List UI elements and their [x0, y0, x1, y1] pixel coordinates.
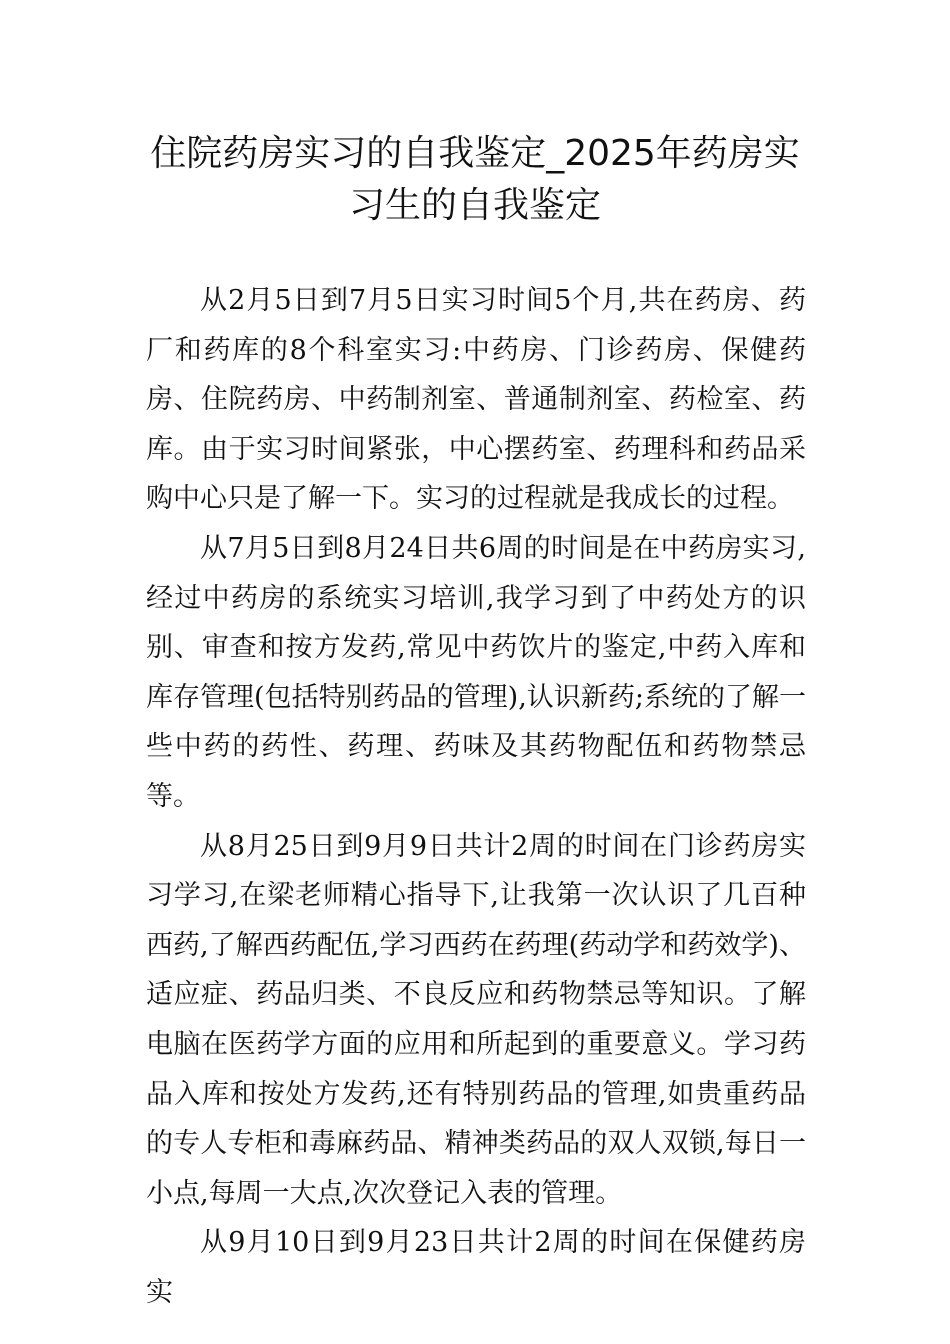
document-body	[146, 276, 806, 1317]
paragraph: 从2月5日到7月5日实习时间5个月,共在药房、药厂和药库的8个科室实习:中药房、门诊药房、保健药房、住院药房、中药制剂室、普通制剂室、药检室、药库。由于实习时间紧张，中心摆药室、药理科和药品采购中心只是了解一下。实习的过程就是我成长的过程。	[146, 285, 806, 515]
paragraph: 从8月25日到9月9日共计2周的时间在门诊药房实习学习,在梁老师精心指导下,让我第一次认识了几百种西药,了解西药配伍,学习西药在药理(药动学和药效学)、适应症、药品归类、不良反应和药物禁忌等知识。了解电脑在医药学方面的应用和所起到的重要意义。学习药品入库和按处方发药,还有特别药品的管理,如贵重药品的专人专柜和毒麻药品、精神类药品的双人双锁,每日一小点,每周一大点,次次登记入表的管理。	[146, 830, 806, 1209]
paragraph: 从9月10日到9月23日共计2周的时间在保健药房实	[146, 1227, 806, 1308]
paragraph: 从7月5日到8月24日共6周的时间是在中药房实习,经过中药房的系统实习培训,我学习到了中药处方的识别、审查和按方发药,常见中药饮片的鉴定,中药入库和库存管理(包括特别药品的管理),认识新药;系统的了解一些中药的药性、药理、药味及其药物配伍和药物禁忌等。	[146, 532, 806, 812]
document-title: 住院药房实习的自我鉴定_2025年药房实习生的自我鉴定	[150, 133, 800, 226]
